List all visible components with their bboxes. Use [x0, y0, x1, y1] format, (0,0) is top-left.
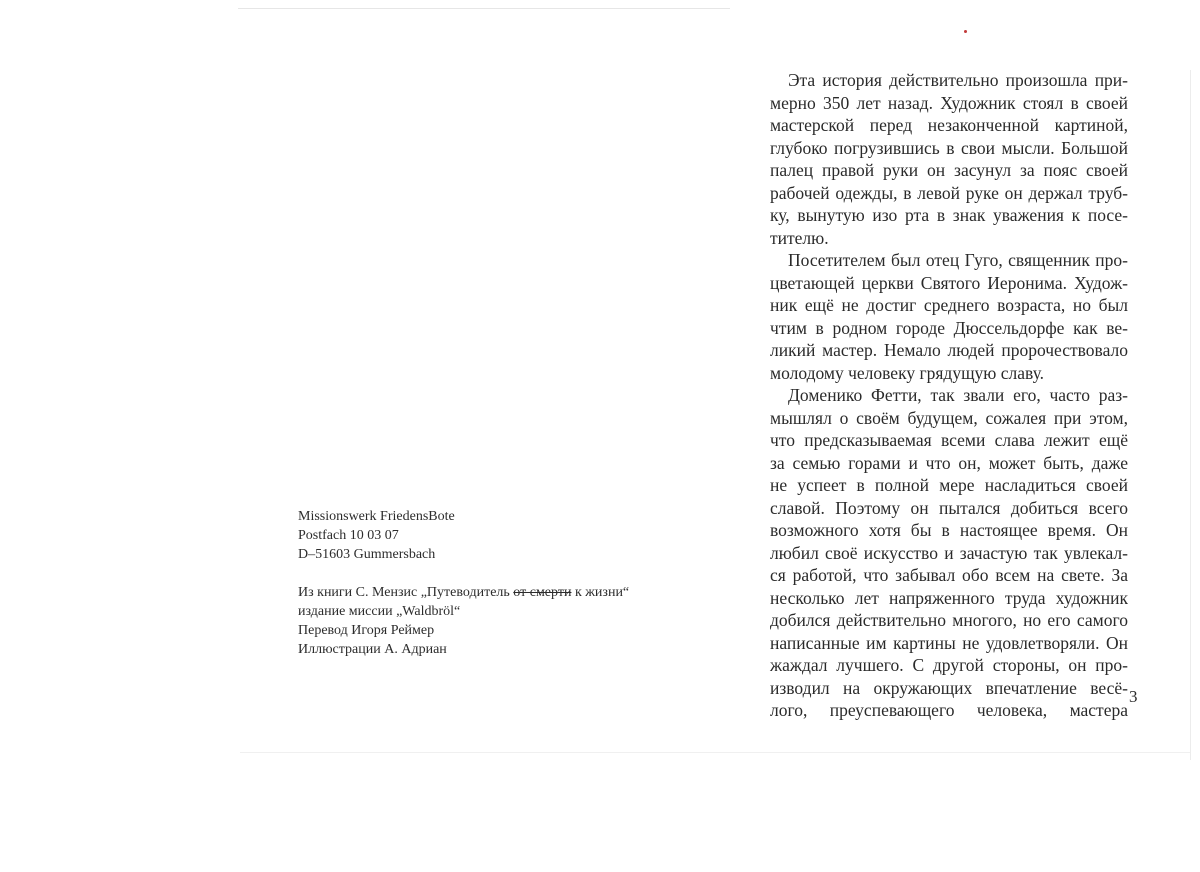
text-line: за семью горами и что он, может быть, даже [770, 452, 1128, 473]
publisher-postbox: Postfach 10 03 07 [298, 528, 399, 543]
page-edge-bottom [240, 752, 1190, 753]
source-struck-words: от смерти [513, 585, 572, 600]
text-line: любил своё искусство и зачастую так увлекал- [770, 542, 1128, 563]
text-line: ку, вынутую изо рта в знак уважения к посе- [770, 205, 1128, 225]
publisher-name: Missionswerk FriedensBote [298, 509, 455, 524]
text-line: не успеет в полной мере насладиться своей [770, 475, 1128, 495]
source-book-line [298, 583, 629, 602]
text-line: возможного хотя бы в настоящее время. Он [770, 520, 1128, 540]
text-line: ник ещё не достиг среднего возраста, но был [770, 295, 1128, 315]
text-line: написанные им картины не удовлетворяли. Он [770, 632, 1128, 653]
text-line: жаждал лучшего. С другой стороны, он про- [770, 655, 1128, 675]
text-line: добился действительно многого, но его самого [770, 610, 1128, 630]
text-line: чтим в родном городе Дюссельдорфе как ве- [770, 317, 1128, 338]
text-line: Эта история действительно произошла при- [788, 70, 1128, 90]
ink-mark [964, 30, 967, 33]
text-line: мерно 350 лет назад. Художник стоял в своей [770, 92, 1128, 113]
imprint-spacer [298, 564, 629, 583]
text-line: лого, преуспевающего человека, мастера [770, 700, 1128, 720]
text-line: славой. Поэтому он пытался добиться всего [770, 497, 1128, 518]
edition-line: издание миссии „Waldbröl“ [298, 604, 461, 619]
text-line: палец правой руки он засунул за пояс своей [770, 160, 1128, 180]
imprint-block [298, 507, 629, 659]
text-line: молодому человеку грядущую славу. [770, 362, 1045, 383]
text-line: что предсказываемая всеми слава лежит ещё [770, 430, 1128, 450]
publisher-city: D–51603 Gummersbach [298, 547, 436, 562]
page-edge-top [238, 8, 730, 9]
text-line: тителю. [770, 227, 829, 248]
story-text [770, 69, 1128, 722]
text-line: Доменико Фетти, так звали его, часто раз- [788, 385, 1128, 405]
text-line: Посетителем был отец Гуго, священник про- [788, 250, 1128, 270]
source-prefix: Из книги С. Мензис „Путеводитель [298, 585, 514, 600]
page-edge-right [1190, 70, 1191, 760]
text-line: изводил на окружающих впечатление весё- [770, 677, 1128, 698]
illustration-credit: Иллюстрации А. Адриан [298, 642, 447, 657]
text-line: рабочей одежды, в левой руке он держал труб- [770, 182, 1128, 203]
translation-credit: Перевод Игоря Реймер [298, 623, 435, 638]
text-line: несколько лет напряженного труда художник [770, 587, 1128, 608]
text-line: мастерской перед незаконченной картиной, [770, 115, 1128, 135]
text-line: глубоко погрузившись в свои мысли. Большой [770, 137, 1128, 158]
source-suffix: к жизни“ [571, 585, 630, 600]
page-number: 3 [1129, 687, 1138, 706]
text-line: цветающей церкви Святого Иеронима. Худож- [770, 272, 1128, 293]
text-line: ликий мастер. Немало людей пророчествовало [770, 340, 1128, 360]
text-line: ся работой, что забывал обо всем на свете. За [770, 565, 1128, 585]
text-line: мышлял о своём будущем, сожалея при этом, [770, 407, 1128, 428]
